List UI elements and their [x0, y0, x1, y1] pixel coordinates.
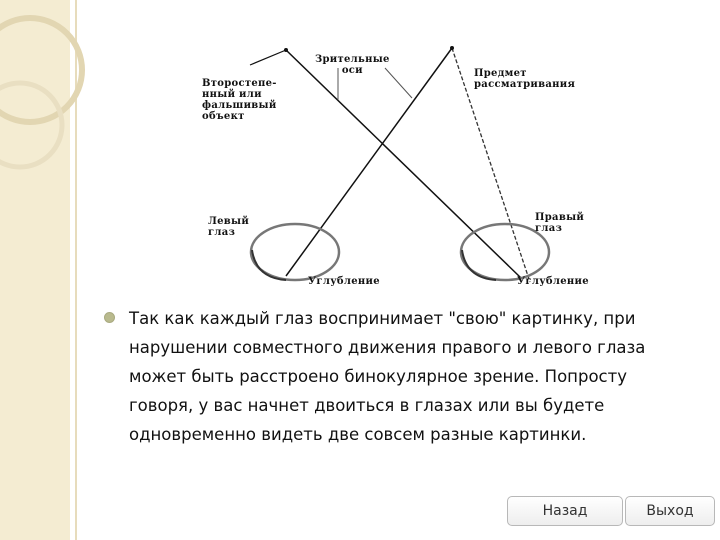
- label-left-eye: Левый глаз: [208, 216, 250, 238]
- label-right-eye: Правый глаз: [535, 212, 585, 234]
- bullet-icon: [104, 312, 115, 323]
- left-eye-axis-line: [286, 48, 452, 276]
- label-object-viewed: Предмет рассматривания: [474, 68, 576, 90]
- label-visual-axes: Зрительные оси: [315, 54, 390, 76]
- label-secondary-object: Второстепе- нный или фальшивый объект: [202, 78, 277, 122]
- label-fovea-left: Углубление: [308, 276, 380, 287]
- binocular-vision-diagram: [190, 40, 630, 300]
- label-fovea-right: Углубление: [517, 276, 589, 287]
- bullet-paragraph: [104, 304, 694, 449]
- object-point: [450, 46, 454, 50]
- right-fovea-arc: [462, 250, 496, 280]
- decorative-circles: [0, 0, 90, 200]
- bullet-text: Так как каждый глаз воспринимает "свою" картинку, при нарушении совместного движения правого и левого глаза может быть расстроено бинокулярное зрение. Попросту говоря, у вас начнет двоиться в глазах или вы будете одновременно видеть две совсем разные картинки.: [129, 309, 646, 444]
- back-button[interactable]: Назад: [507, 496, 623, 526]
- secondary-object-point: [284, 48, 288, 52]
- secondary-object-pointer: [250, 50, 286, 65]
- exit-button[interactable]: Выход: [625, 496, 715, 526]
- left-fovea-arc: [252, 250, 286, 280]
